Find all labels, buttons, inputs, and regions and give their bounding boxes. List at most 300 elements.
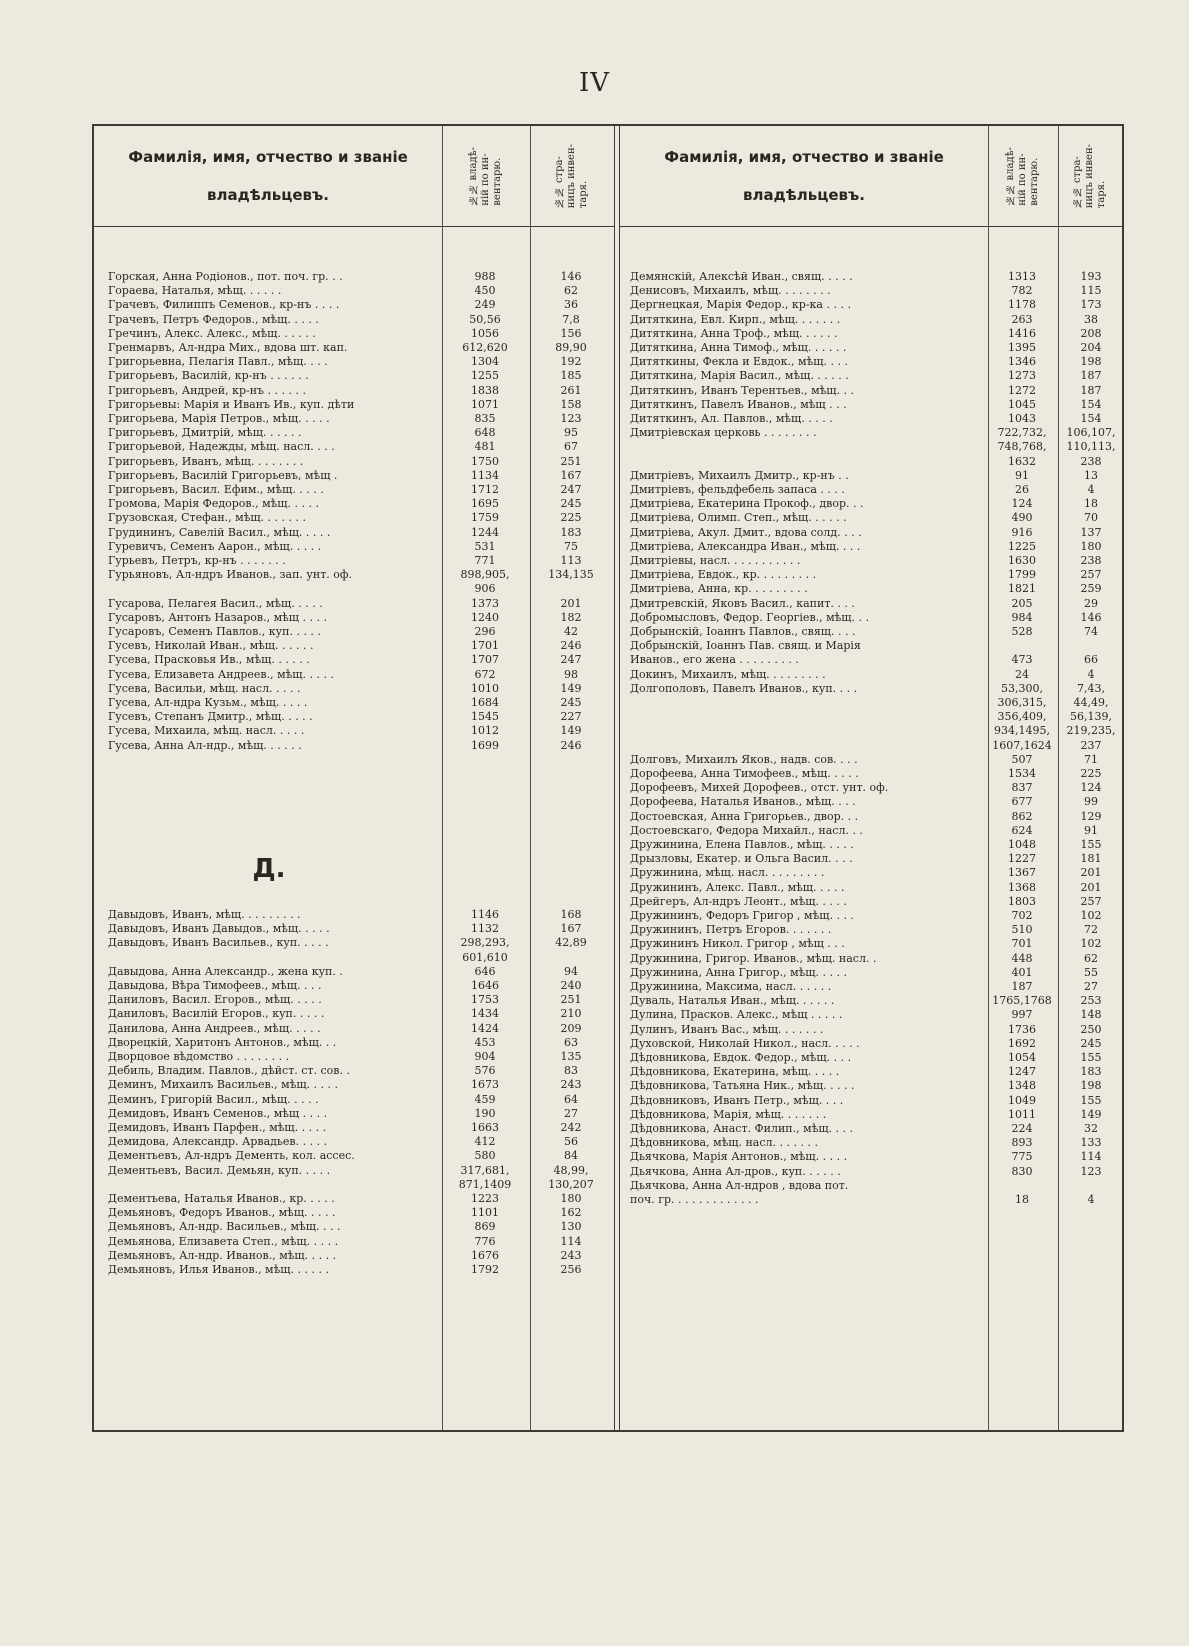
owner-name: Григорьева, Марія Петров., мѣщ. . . . . — [108, 412, 330, 425]
owner-name: Долгополовъ, Павелъ Иванов., куп. . . . — [630, 681, 858, 695]
inventory-number: 1424 — [471, 1021, 499, 1035]
inventory-number: 473 — [1011, 653, 1033, 667]
owner-name: Демьянова, Елизавета Степ., мѣщ. . . . . — [108, 1234, 339, 1248]
table-row — [620, 724, 1122, 738]
page-number-ref: 110,113, — [1066, 440, 1116, 454]
inventory-number: 1534 — [1008, 767, 1036, 780]
owner-name: Дѣдовникова, Татьяна Ник., мѣщ. . . . . — [630, 1079, 855, 1093]
inventory-number: 612,620 — [462, 341, 508, 354]
table-row — [620, 923, 1122, 937]
table-row — [620, 455, 1122, 469]
inventory-number: 459 — [474, 1092, 496, 1106]
right-page-number-header — [1058, 126, 1122, 226]
inventory-number: 249 — [474, 298, 496, 312]
page-number-ref: 261 — [560, 383, 582, 397]
inventory-number: 1134 — [471, 468, 499, 482]
table-row — [620, 1136, 1122, 1150]
page-number-ref: 257 — [1080, 894, 1102, 908]
page-number-ref: 238 — [1080, 454, 1102, 468]
table-row — [94, 710, 614, 724]
page-number-ref: 185 — [560, 369, 582, 383]
page-number-ref: 155 — [1080, 1093, 1102, 1107]
owner-name: Добрынскій, Іоаннъ Павлов., свящ. . . . — [630, 625, 856, 638]
page-number-ref: 158 — [560, 397, 582, 411]
inventory-number: 24 — [1015, 667, 1029, 681]
page-number-ref: 154 — [1080, 397, 1102, 411]
table-row — [94, 1206, 614, 1220]
page-number-ref: 44,49, — [1073, 696, 1109, 709]
table-row — [620, 838, 1122, 852]
table-row — [620, 526, 1122, 540]
table-row — [620, 384, 1122, 398]
table-row — [620, 355, 1122, 369]
page-number-ref: 201 — [1080, 866, 1102, 880]
inventory-number: 1792 — [471, 1263, 499, 1276]
table-row — [620, 909, 1122, 923]
owner-name: Дьячкова, Марія Антонов., мѣщ. . . . . — [630, 1150, 848, 1164]
owner-name: Демидовъ, Иванъ Семенов., мѣщ . . . . — [108, 1106, 328, 1120]
owner-name: Достоевскаго, Федора Михайл., насл. . . — [630, 823, 863, 837]
page-number-ref: 4 — [1087, 1193, 1095, 1206]
table-row — [620, 412, 1122, 426]
table-row — [620, 994, 1122, 1008]
owner-name: Григорьевы: Марія и Иванъ Ив., куп. дѣти — [108, 397, 355, 411]
inventory-number: 1313 — [1008, 270, 1036, 283]
right-col-a-label: №№ владѣ- ній по ин- вентарю. — [1005, 146, 1040, 206]
owner-name: Гусаровъ, Антонъ Назаров., мѣщ . . . . — [108, 610, 327, 624]
inventory-number: 677 — [1011, 795, 1033, 809]
owner-name: Демидова, Александр. Арвадьев. . . . . — [108, 1135, 328, 1149]
page-number-ref: 4 — [1087, 483, 1095, 496]
page-number-ref: 146 — [560, 270, 582, 283]
inventory-number: 1663 — [471, 1121, 499, 1134]
inventory-number: 1227 — [1008, 852, 1036, 866]
inventory-number: 1692 — [1008, 1036, 1036, 1050]
table-row — [94, 936, 614, 950]
owner-name: Давыдовъ, Иванъ, мѣщ. . . . . . . . . — [108, 908, 301, 921]
owner-name: Дьячкова, Анна Ал-дров., куп. . . . . . — [630, 1164, 841, 1178]
owner-name: Дементьевъ, Ал-ндръ Дементь, кол. ассес. — [108, 1149, 355, 1163]
table-row — [94, 526, 614, 540]
inventory-number: 187 — [1011, 980, 1033, 993]
inventory-number: 1646 — [471, 979, 499, 992]
page-number-ref: 227 — [560, 710, 582, 724]
inventory-number: 190 — [474, 1106, 496, 1120]
owner-name: Гурьяновъ, Ал-ндръ Иванов., зап. унт. оф. — [108, 568, 353, 582]
table-row — [94, 696, 614, 710]
page-number-ref: 38 — [1084, 312, 1098, 326]
table-row — [620, 852, 1122, 866]
page-number-ref: 42,89 — [555, 936, 587, 950]
right-column — [620, 126, 1122, 1430]
owner-name: Дитяткина, Анна Тимоф., мѣщ. . . . . . — [630, 341, 847, 354]
register-table — [92, 124, 1124, 1432]
inventory-number: 1178 — [1008, 298, 1036, 312]
page-number-ref: 56,139, — [1070, 710, 1112, 724]
table-row — [620, 767, 1122, 781]
inventory-number: 672 — [474, 667, 496, 681]
left-header — [94, 126, 614, 227]
owner-name: Дѣдовникова, мѣщ. насл. . . . . . . — [630, 1136, 818, 1150]
owner-name: Добрынскій, Іоаннъ Пав. свящ. и Марія — [630, 639, 861, 653]
inventory-number: 984 — [1011, 610, 1033, 624]
inventory-number: 701 — [1011, 937, 1033, 951]
table-row — [94, 398, 614, 412]
inventory-number: 124 — [1011, 497, 1033, 511]
inventory-number: 306,315, — [997, 696, 1047, 709]
inventory-number: 50,56 — [469, 312, 501, 326]
inventory-number: 298,293, — [460, 936, 510, 950]
inventory-number: 26 — [1015, 483, 1029, 496]
owner-name: Духовской, Николай Никол., насл. . . . . — [630, 1036, 860, 1050]
owner-name: Гусева, Васильи, мѣщ. насл. . . . . — [108, 681, 301, 695]
table-row — [94, 1022, 614, 1036]
inventory-number: 648 — [474, 426, 496, 440]
left-column — [94, 126, 614, 1430]
page-number-ref: 181 — [1080, 852, 1102, 866]
inventory-number: 1607,1624 — [992, 738, 1052, 752]
page-number-ref: 259 — [1080, 582, 1102, 596]
table-row — [620, 597, 1122, 611]
owner-name: Денисовъ, Михаилъ, мѣщ. . . . . . . . — [630, 284, 831, 298]
inventory-number: 898,905, — [460, 568, 510, 582]
page-number-ref: 245 — [1080, 1036, 1102, 1050]
inventory-number: 830 — [1011, 1164, 1033, 1178]
table-row — [94, 908, 614, 922]
page-number-ref: 247 — [560, 653, 582, 667]
table-row — [620, 795, 1122, 809]
inventory-number: 1395 — [1008, 341, 1036, 354]
inventory-number: 869 — [474, 1220, 496, 1234]
inventory-number: 1367 — [1008, 866, 1036, 880]
page-number-ref: 89,90 — [555, 341, 587, 354]
owner-name: Дмитріевъ, Михаилъ Дмитр., кр-нъ . . — [630, 468, 849, 482]
owner-name: Давыдовъ, Иванъ Давыдов., мѣщ. . . . . — [108, 922, 330, 936]
table-row — [94, 668, 614, 682]
owner-name: Гусевъ, Степанъ Дмитр., мѣщ. . . . . — [108, 710, 313, 724]
inventory-number: 356,409, — [997, 710, 1047, 724]
table-row — [620, 1193, 1122, 1207]
page-number-ref: 149 — [560, 724, 582, 738]
table-row — [620, 313, 1122, 327]
page-number-ref: 237 — [1080, 738, 1102, 752]
owner-name: Деминъ, Михаилъ Васильев., мѣщ. . . . . — [108, 1078, 339, 1092]
table-row — [94, 1164, 614, 1178]
inventory-number: 1056 — [471, 326, 499, 340]
page-number-ref: 130 — [560, 1220, 582, 1234]
inventory-number: 782 — [1011, 284, 1033, 298]
page-number-ref: 55 — [1084, 965, 1098, 979]
page-number-ref: 71 — [1084, 752, 1098, 766]
page-number-ref: 95 — [564, 426, 578, 440]
page-number-ref: 257 — [1080, 568, 1102, 582]
table-row — [94, 582, 614, 596]
inventory-number: 450 — [474, 284, 496, 298]
page-number-ref: 210 — [560, 1007, 582, 1021]
owner-name: Дрейгеръ, Ал-ндръ Леонт., мѣщ. . . . . — [630, 894, 847, 908]
page-number-ref: 201 — [560, 596, 582, 610]
owner-name: Громова, Марія Федоров., мѣщ. . . . . — [108, 497, 319, 511]
table-row — [94, 1192, 614, 1206]
inventory-number: 1247 — [1008, 1065, 1036, 1079]
page-number-ref: 67 — [564, 440, 578, 454]
table-row — [94, 653, 614, 667]
page-number-ref: 246 — [560, 738, 582, 752]
inventory-number: 1632 — [1008, 454, 1036, 468]
left-inventory-number-header — [442, 126, 530, 226]
table-row — [620, 668, 1122, 682]
table-row — [620, 483, 1122, 497]
page-number-ref: 123 — [560, 412, 582, 425]
table-row — [94, 298, 614, 312]
page-number-ref: 102 — [1080, 937, 1102, 951]
page-number-ref: 130,207 — [548, 1177, 594, 1191]
inventory-number: 580 — [474, 1149, 496, 1163]
owner-name: Дитяткина, Марія Васил., мѣщ. . . . . . — [630, 369, 849, 383]
table-row — [620, 753, 1122, 767]
table-row — [94, 327, 614, 341]
page-number-ref: 18 — [1084, 497, 1098, 511]
page-number-ref: 187 — [1080, 383, 1102, 397]
table-row — [94, 1121, 614, 1135]
owner-name: Дворецкій, Харитонъ Антонов., мѣщ. . . — [108, 1035, 337, 1049]
page-number-ref: 115 — [1080, 284, 1102, 298]
inventory-number: 1223 — [471, 1192, 499, 1205]
page-number-ref: 13 — [1084, 468, 1098, 482]
owner-name: Дрызловы, Екатер. и Ольга Васил. . . . — [630, 852, 853, 866]
table-row — [620, 554, 1122, 568]
table-row — [620, 511, 1122, 525]
inventory-number: 1630 — [1008, 554, 1036, 567]
table-row — [94, 440, 614, 454]
owner-name: Дѣдовникова, Марія, мѣщ. . . . . . . — [630, 1107, 827, 1121]
inventory-number: 748,768, — [997, 440, 1047, 454]
page-number-ref: 253 — [1080, 994, 1102, 1008]
right-inventory-number-header — [988, 126, 1058, 226]
page-number-ref: 135 — [560, 1050, 582, 1063]
page-number-ref: 242 — [560, 1121, 582, 1134]
table-row — [94, 597, 614, 611]
inventory-number: 1673 — [471, 1078, 499, 1092]
inventory-number: 490 — [1011, 511, 1033, 525]
page-number-ref: 134,135 — [548, 568, 594, 582]
table-row — [620, 440, 1122, 454]
page-number-ref: 74 — [1084, 625, 1098, 638]
page-number-ref: 168 — [560, 908, 582, 921]
owner-name: Долговъ, Михаилъ Яков., надв. сов. . . . — [630, 752, 858, 766]
inventory-number: 1799 — [1008, 568, 1036, 582]
inventory-number: 1676 — [471, 1248, 499, 1262]
table-row — [94, 1249, 614, 1263]
page-number-ref: 98 — [564, 667, 578, 681]
page-number-ref: 27 — [564, 1106, 578, 1120]
owner-name: Дьячкова, Анна Ал-ндров , вдова пот. — [630, 1178, 849, 1192]
page-number-ref: 167 — [560, 922, 582, 936]
table-row — [94, 284, 614, 298]
page-number-ref: 63 — [564, 1035, 578, 1049]
inventory-number: 776 — [474, 1234, 496, 1248]
owner-name: Григорьевъ, Василій, кр-нъ . . . . . . — [108, 369, 309, 383]
table-row — [620, 639, 1122, 653]
owner-name: Давыдова, Вѣра Тимофеев., мѣщ. . . . — [108, 979, 322, 992]
left-name-header — [94, 126, 442, 226]
owner-name: Дворцовое вѣдомство . . . . . . . . — [108, 1050, 290, 1063]
table-row — [94, 341, 614, 355]
owner-name: Грачевъ, Филиппъ Семенов., кр-нъ . . . . — [108, 298, 340, 312]
owner-name: Даниловъ, Василій Егоров., куп. . . . . — [108, 1007, 325, 1021]
inventory-number: 1010 — [471, 681, 499, 695]
table-row — [94, 355, 614, 369]
owner-name: Дементьева, Наталья Иванов., кр. . . . . — [108, 1192, 335, 1205]
table-row — [620, 369, 1122, 383]
owner-name: Дитяткина, Евл. Кирп., мѣщ. . . . . . . — [630, 312, 841, 326]
table-row — [620, 469, 1122, 483]
page-number-ref: 167 — [560, 468, 582, 482]
inventory-number: 904 — [474, 1050, 496, 1063]
page-number-ref: 251 — [560, 454, 582, 468]
inventory-number: 906 — [474, 582, 496, 596]
table-row — [620, 625, 1122, 639]
owner-name: Дружинина, Максима, насл. . . . . . — [630, 980, 832, 993]
owner-name: Дергнецкая, Марія Федор., кр-ка . . . . — [630, 298, 851, 312]
page-number-ref: 154 — [1080, 412, 1102, 425]
page-number-ref: 173 — [1080, 298, 1102, 312]
table-row — [94, 1007, 614, 1021]
owner-name: Грачевъ, Петръ Федоров., мѣщ. . . . . — [108, 312, 319, 326]
page-number-ref: 36 — [564, 298, 578, 312]
inventory-number: 1838 — [471, 383, 499, 397]
right-name-header-line2: владѣльцевъ. — [743, 186, 865, 204]
table-row — [620, 866, 1122, 880]
owner-name: Демьяновъ, Федоръ Иванов., мѣщ. . . . . — [108, 1206, 336, 1220]
table-row — [620, 781, 1122, 795]
inventory-number: 401 — [1011, 965, 1033, 979]
owner-name: Дитяткины, Фекла и Евдок., мѣщ. . . . — [630, 355, 848, 369]
page-number-ref: 148 — [1080, 1008, 1102, 1022]
inventory-number: 1146 — [471, 908, 499, 921]
inventory-number: 771 — [474, 554, 496, 567]
owner-name: Давыдовъ, Иванъ Васильев., куп. . . . . — [108, 936, 329, 950]
inventory-number: 1712 — [471, 483, 499, 496]
owner-name: Грудининъ, Савелій Васил., мѣщ. . . . . — [108, 525, 331, 539]
table-row — [94, 1220, 614, 1234]
page-number-ref: 146 — [1080, 610, 1102, 624]
table-row — [94, 625, 614, 639]
owner-name: Гусева, Елизавета Андреев., мѣщ. . . . . — [108, 667, 334, 681]
table-row — [620, 327, 1122, 341]
page-number-ref: 198 — [1080, 1079, 1102, 1093]
table-row — [94, 455, 614, 469]
owner-name: Гораева, Наталья, мѣщ. . . . . . — [108, 284, 282, 298]
table-row — [620, 952, 1122, 966]
inventory-number: 1707 — [471, 653, 499, 667]
owner-name: Дмитріева, Олимп. Степ., мѣщ. . . . . . — [630, 511, 847, 525]
owner-name: Гусева, Ал-ндра Кузьм., мѣщ. . . . . — [108, 696, 308, 709]
owner-name: Докинъ, Михаилъ, мѣщ. . . . . . . . . — [630, 667, 826, 681]
inventory-number: 837 — [1011, 781, 1033, 795]
table-row — [620, 1079, 1122, 1093]
page-number-ref: 204 — [1080, 341, 1102, 354]
inventory-number: 1750 — [471, 454, 499, 468]
page-number-ref: 113 — [560, 554, 582, 567]
table-row — [620, 895, 1122, 909]
page-number-ref: 70 — [1084, 511, 1098, 525]
page-number-ref: 27 — [1084, 980, 1098, 993]
owner-name: Григорьевъ, Василій Григорьевъ, мѣщ . — [108, 468, 338, 482]
table-row — [620, 824, 1122, 838]
table-row — [94, 724, 614, 738]
inventory-number: 1821 — [1008, 582, 1036, 596]
page-number-ref: 102 — [1080, 909, 1102, 922]
inventory-number: 893 — [1011, 1136, 1033, 1150]
inventory-number: 205 — [1011, 596, 1033, 610]
table-row — [94, 922, 614, 936]
page-number-ref: 48,99, — [553, 1163, 589, 1177]
page-number-ref: 137 — [1080, 525, 1102, 539]
page-number: IV — [578, 68, 611, 98]
table-row — [94, 1107, 614, 1121]
page-number-ref: 225 — [1080, 767, 1102, 780]
inventory-number: 1545 — [471, 710, 499, 724]
table-row — [94, 1093, 614, 1107]
owner-name: Дмитріева, Акул. Дмит., вдова солд. . . . — [630, 525, 862, 539]
page-number-ref: 62 — [1084, 951, 1098, 965]
page-number-ref: 225 — [560, 511, 582, 525]
owner-name: Демянскій, Алексѣй Иван., свящ. . . . . — [630, 270, 853, 283]
owner-name: Дѣдовникова, Анаст. Филип., мѣщ. . . . — [630, 1122, 854, 1135]
inventory-number: 1071 — [471, 397, 499, 411]
owner-name: Гурьевъ, Петръ, кр-нъ . . . . . . . — [108, 554, 286, 567]
owner-name: Дулина, Прасков. Алекс., мѣщ . . . . . — [630, 1008, 843, 1022]
inventory-number: 1348 — [1008, 1079, 1036, 1093]
left-col-a-label: №№ владѣ- ній по ин- вентарю. — [468, 146, 503, 206]
inventory-number: 1701 — [471, 639, 499, 653]
page-number-ref: 183 — [1080, 1065, 1102, 1079]
inventory-number: 934,1495, — [994, 724, 1050, 738]
right-name-header-line1: Фамилія, имя, отчество и званіе — [664, 148, 944, 166]
left-page-number-header — [530, 126, 614, 226]
inventory-number: 1255 — [471, 369, 499, 383]
owner-name: Гречинъ, Алекс. Алекс., мѣщ. . . . . . — [108, 326, 316, 340]
inventory-number: 531 — [474, 539, 496, 553]
table-row — [620, 611, 1122, 625]
owner-name: Горская, Анна Родіонов., пот. поч. гр. . . — [108, 270, 343, 283]
inventory-number: 835 — [474, 412, 496, 425]
right-entries — [620, 226, 1122, 1430]
table-row — [620, 710, 1122, 724]
left-name-header-line2: владѣльцевъ. — [207, 186, 329, 204]
page-number-ref: 219,235, — [1066, 724, 1116, 738]
table-row — [620, 1094, 1122, 1108]
owner-name: Дитяткинъ, Павелъ Иванов., мѣщ . . . — [630, 397, 847, 411]
inventory-number: 1304 — [471, 355, 499, 369]
page-number-ref: 149 — [1080, 1107, 1102, 1121]
owner-name: Дружинина, Анна Григор., мѣщ. . . . . — [630, 965, 847, 979]
page-number-ref: 75 — [564, 539, 578, 553]
owner-name: Дружининъ, Федоръ Григор , мѣщ. . . . — [630, 909, 854, 922]
page-number-ref: 198 — [1080, 355, 1102, 369]
page-number-ref: 84 — [564, 1149, 578, 1163]
page-number-ref: 129 — [1080, 809, 1102, 823]
table-row — [94, 1235, 614, 1249]
page-number-ref: 243 — [560, 1078, 582, 1092]
page-number-ref: 187 — [1080, 369, 1102, 383]
owner-name: Деминъ, Григорій Васил., мѣщ. . . . . — [108, 1092, 319, 1106]
inventory-number: 601,610 — [462, 950, 508, 964]
owner-name: Григорьевъ, Дмитрій, мѣщ. . . . . . — [108, 426, 302, 440]
page-number-ref: 245 — [560, 497, 582, 511]
table-row — [94, 1036, 614, 1050]
